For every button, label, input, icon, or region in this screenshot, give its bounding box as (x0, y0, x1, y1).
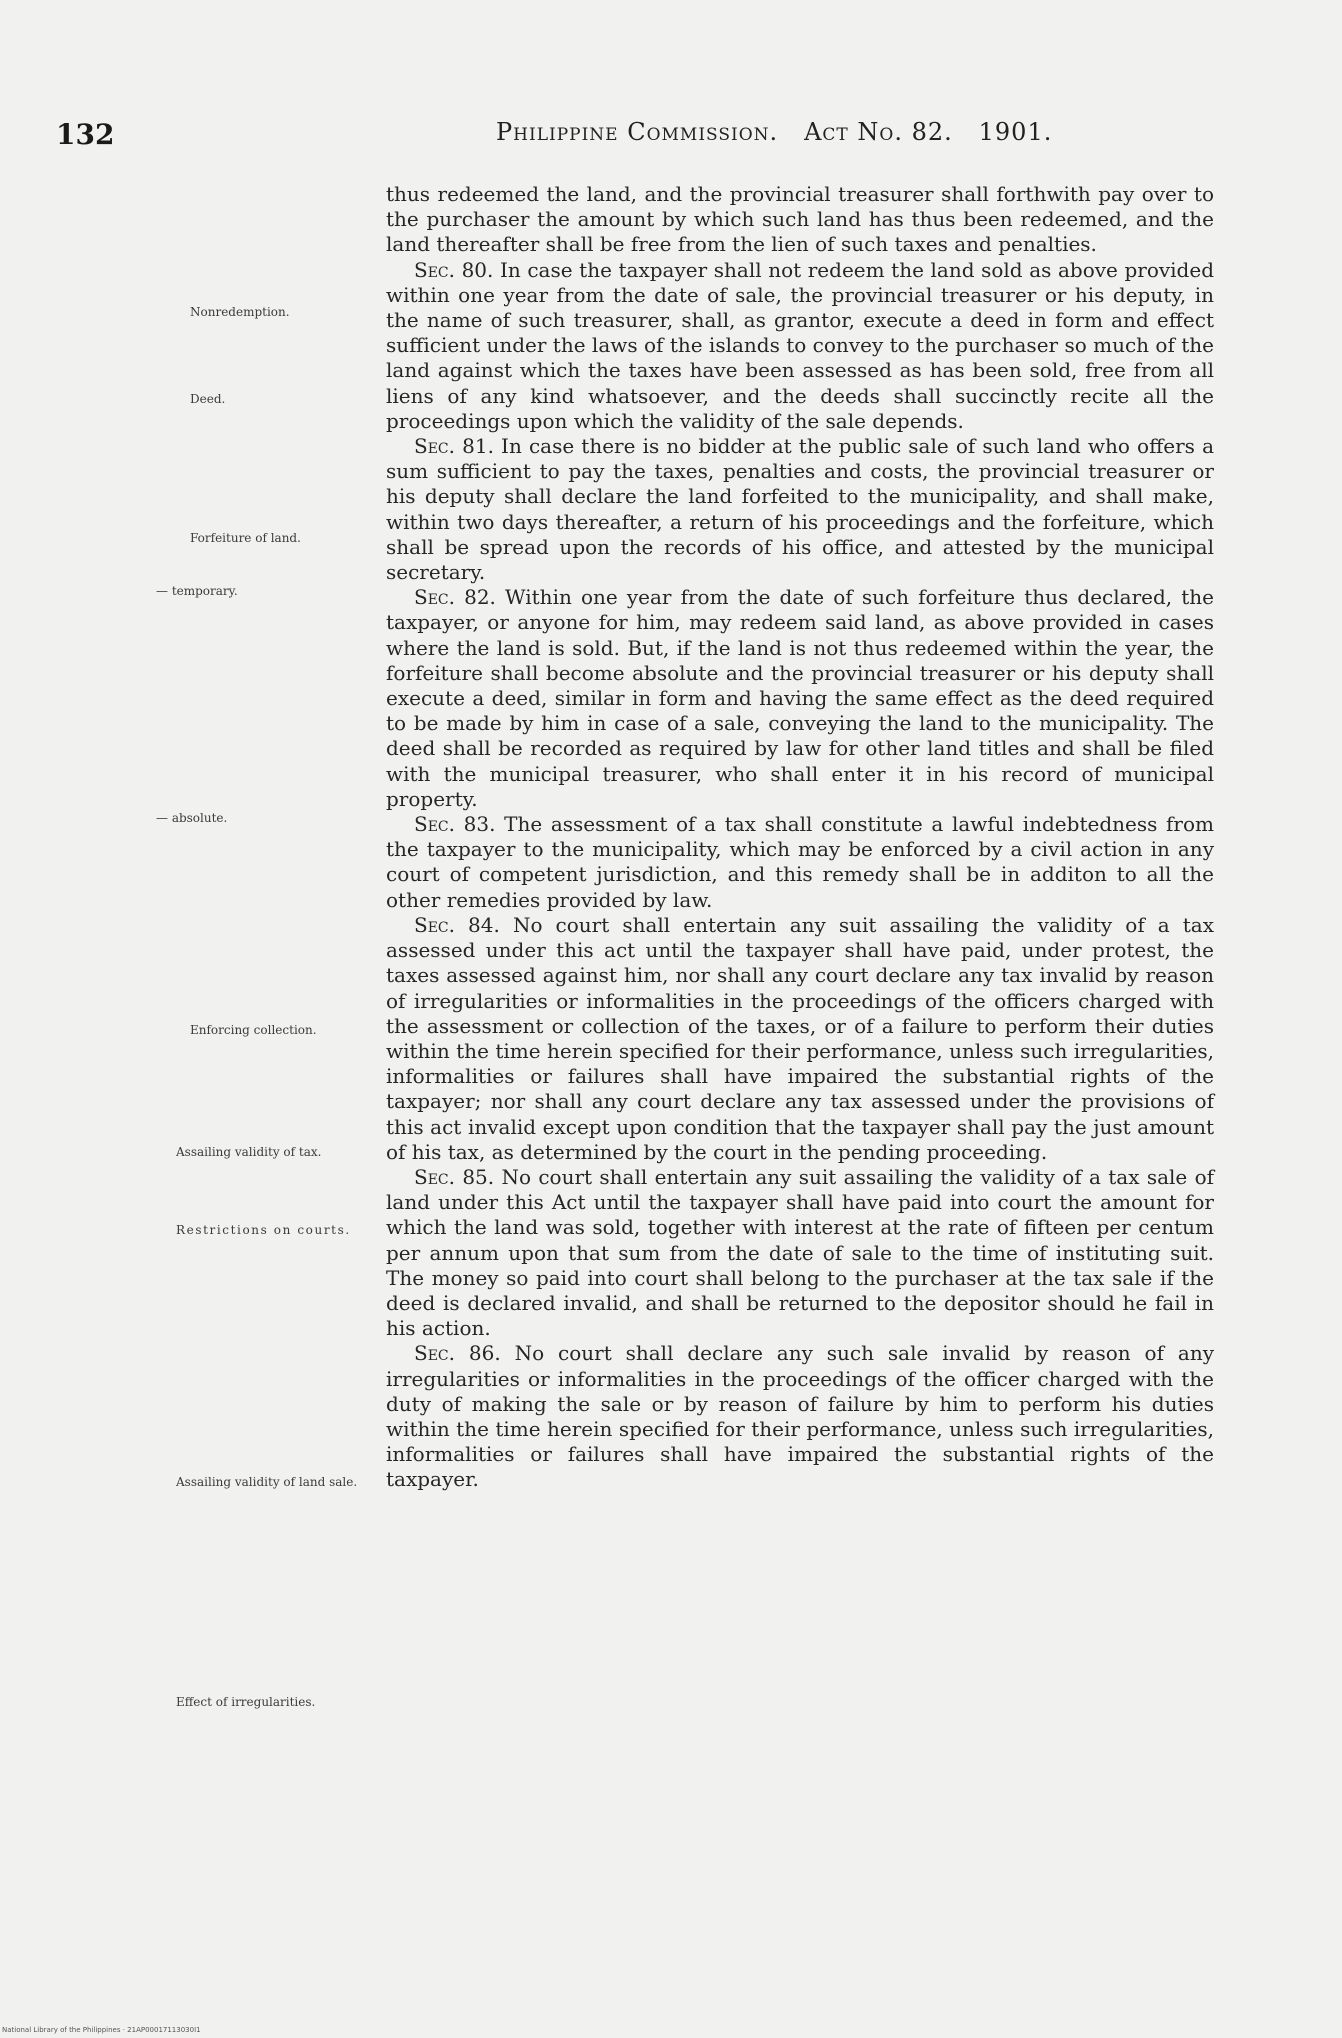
section-label: Sec. 82. (414, 585, 496, 610)
section-text: No court shall declare any such sale invalid by reason of any irregularities or informalities in the proceedings of the officer charged with the duty of making the sale or by reason of failure by him to perform his duties within the time herein specified for their performance, unless such irregularities, informalities or failures shall have impaired the substantial rights of the taxpayer. (386, 1341, 1214, 1492)
margin-note-nonredemption: Nonredemption. (190, 305, 290, 319)
margin-note-enforcing-collection: Enforcing collection. (190, 1023, 317, 1037)
paragraph-text: thus redeemed the land, and the provincial treasurer shall forthwith pay over to the purchaser the amount by which such land has thus been redeemed, and the land thereafter shall be free from the lien of such taxes and penalties. (386, 182, 1214, 257)
section-text: In case the taxpayer shall not redeem the land sold as above provided within one year from the date of sale, the provincial treasurer or his deputy, in the name of such treasurer, shall, as grantor, execute a deed in form and effect sufficient under the laws of the islands to convey to the purchaser so much of the land against which the taxes have been assessed as has been sold, free from all liens of any kind whatsoever, and the deeds shall succinctly recite all the proceedings upon which the validity of the sale depends. (386, 257, 1215, 433)
footer-credit: National Library of the Philippines · 21AP00017113030I1 (2, 2026, 201, 2034)
running-head (496, 118, 1052, 146)
margin-note-restrictions-on-courts: Restrictions on courts. (176, 1223, 351, 1237)
body-text (386, 182, 1214, 1493)
margin-note-forfeiture-of-land: Forfeiture of land. (190, 531, 301, 545)
section-text: Within one year from the date of such forfeiture thus declared, the taxpayer, or anyone for him, may redeem said land, as above provided in cases where the land is sold. But, if the land is not thus redeemed within the year, the forfeiture shall become absolute and the provincial treasurer or his deputy shall execute a deed, similar in form and having the same effect as the deed required to be made by him in case of a sale, conveying the land to the municipality. The deed shall be recorded as required by law for other land titles and shall be filed with the municipal treasurer, who shall enter it in his record of municipal property. (386, 585, 1214, 811)
section-text: No court shall entertain any suit assailing the validity of a tax assessed under this act until the taxpayer shall have paid, under protest, the taxes assessed against him, nor shall any court declare any tax invalid by reason of irregularities or informalities in the proceedings of the officers charged with the assessment or collection of the taxes, or of a failure to perform their duties within the time herein specified for their performance, unless such irregularities, informalities or failures shall have impaired the substantial rights of the taxpayer; nor shall any court declare any tax assessed under the provisions of this act invalid except upon condition that the taxpayer shall pay the just amount of his tax, as determined by the court in the pending proceeding. (386, 912, 1215, 1164)
running-head-title: Philippine Commission. (496, 118, 779, 146)
section-label: Sec. 81. (414, 434, 494, 459)
section-label: Sec. 80. (414, 257, 494, 282)
section-85 (386, 1165, 1214, 1341)
margin-note-effect-of-irregularities: Effect of irregularities. (176, 1695, 316, 1709)
margin-note-temporary: — temporary. (156, 584, 238, 598)
running-head-year: 1901. (978, 118, 1053, 146)
section-80 (386, 258, 1214, 434)
section-82 (386, 585, 1214, 812)
section-text: In case there is no bidder at the public sale of such land who offers a sum sufficient to pay the taxes, penalties and costs, the provincial treasurer or his deputy shall declare the land forfeited to the municipality, and shall make, within two days thereafter, a return of his proceedings and the forfeiture, which shall be spread upon the records of his office, and attested by the municipal secretary. (386, 434, 1214, 585)
section-86 (386, 1341, 1214, 1492)
margin-note-absolute: — absolute. (156, 811, 228, 825)
page-number: 132 (56, 118, 115, 151)
section-83 (386, 812, 1214, 913)
section-label: Sec. 83. (414, 812, 496, 837)
margin-note-deed: Deed. (190, 392, 226, 406)
section-text: The assessment of a tax shall constitute a lawful indebtedness from the taxpayer to the municipality, which may be enforced by a civil action in any court of competent jurisdiction, and this remedy shall be in additon to all the other remedies provided by law. (386, 812, 1214, 912)
margin-note-assailing-validity-tax: Assailing validity of tax. (176, 1145, 322, 1159)
section-text: No court shall entertain any suit assailing the validity of a tax sale of land under this Act until the taxpayer shall have paid into court the amount for which the land was sold, together with interest at the rate of fifteen per centum per annum upon that sum from the date of sale to the time of instituting suit. The money so paid into court shall belong to the purchaser at the tax sale if the deed is declared invalid, and shall be returned to the depositor should he fail in his action. (386, 1164, 1215, 1341)
section-label: Sec. 86. (414, 1341, 501, 1366)
section-label: Sec. 85. (414, 1164, 495, 1189)
section-label: Sec. 84. (414, 912, 500, 937)
running-head-act: Act No. 82. (804, 118, 953, 146)
margin-note-assailing-validity-land-sale: Assailing validity of land sale. (176, 1475, 358, 1489)
paragraph-continuation (386, 182, 1214, 258)
section-81 (386, 434, 1214, 585)
section-84 (386, 913, 1214, 1165)
